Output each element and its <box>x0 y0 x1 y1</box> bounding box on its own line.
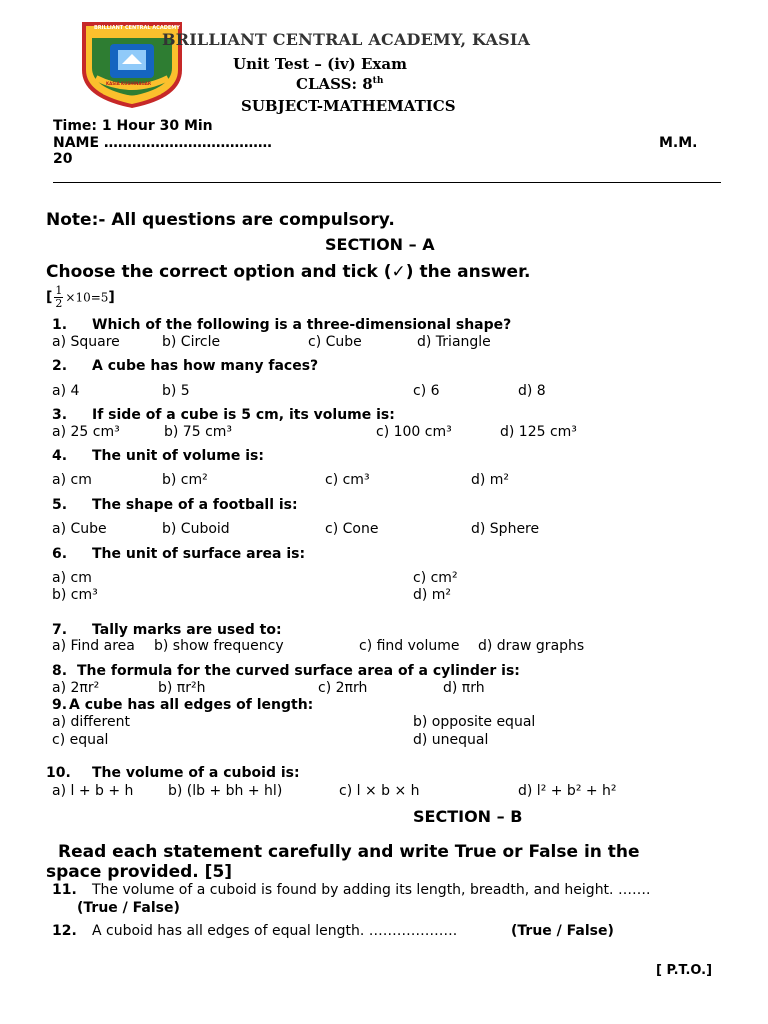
option: d) m² <box>413 587 452 603</box>
marks-denominator: 2 <box>55 297 63 310</box>
question-text: The volume of a cuboid is found by adding its length, breadth, and height. ……. <box>92 882 651 898</box>
marks-expression: ×10=5 <box>65 290 109 305</box>
section-b-instruction-line2: space provided. [5] <box>46 862 233 882</box>
question-number: 12. <box>52 923 77 939</box>
marks-fraction <box>54 285 63 310</box>
header-divider <box>53 182 721 183</box>
section-b-instruction-line1: Read each statement carefully and write True or False in the <box>58 842 640 862</box>
true-false-tail: (True / False) <box>511 923 614 939</box>
option: d) Sphere <box>471 521 540 537</box>
option: a) Cube <box>52 521 107 537</box>
option: c) find volume <box>359 638 460 654</box>
class-label <box>296 75 383 93</box>
question-text: The shape of a football is: <box>92 497 298 513</box>
pto-label: [ P.T.O.] <box>656 963 713 978</box>
option: c) Cube <box>308 334 362 350</box>
subject-label: SUBJECT-MATHEMATICS <box>241 97 456 115</box>
class-superscript: th <box>372 76 384 86</box>
question-number: 7. <box>52 622 68 638</box>
option: b) cm² <box>162 472 208 488</box>
school-name: BRILLIANT CENTRAL ACADEMY, KASIA <box>162 30 531 49</box>
question-number: 8. <box>52 663 68 679</box>
option: b) opposite equal <box>413 714 536 730</box>
question-number: 6. <box>52 546 68 562</box>
question-text: A cube has how many faces? <box>92 358 319 374</box>
question-number: 3. <box>52 407 68 423</box>
time-label: Time: 1 Hour 30 Min <box>53 118 213 134</box>
logo-text: BRILLIANT CENTRAL ACADEMY <box>94 25 180 31</box>
option: b) cm³ <box>52 587 98 603</box>
question-text: A cube has all edges of length: <box>69 697 314 713</box>
max-marks-value: 20 <box>53 151 73 167</box>
option: a) cm <box>52 570 92 586</box>
option: b) show frequency <box>154 638 284 654</box>
logo-motto: KASIA KUSHINAGAR <box>106 81 151 86</box>
question-number: 4. <box>52 448 68 464</box>
question-number: 2. <box>52 358 68 374</box>
option: a) cm <box>52 472 92 488</box>
option: d) draw graphs <box>478 638 585 654</box>
option: d) m² <box>471 472 510 488</box>
option: b) Cuboid <box>162 521 230 537</box>
class-text: CLASS: 8 <box>296 75 373 93</box>
question-text: Tally marks are used to: <box>92 622 282 638</box>
option: a) different <box>52 714 130 730</box>
option: c) Cone <box>325 521 379 537</box>
option: c) 2πrh <box>318 680 368 696</box>
option: b) Circle <box>162 334 221 350</box>
option: d) 125 cm³ <box>500 424 577 440</box>
name-field: NAME ……………………………… <box>53 135 272 151</box>
option: a) Find area <box>52 638 135 654</box>
marks-close: ] <box>108 289 115 306</box>
option: a) Square <box>52 334 120 350</box>
option: b) 75 cm³ <box>164 424 233 440</box>
note: Note:- All questions are compulsory. <box>46 210 395 230</box>
option: c) l × b × h <box>339 783 420 799</box>
section-a-instruction: Choose the correct option and tick (✓) the answer. <box>46 262 531 282</box>
section-b-title: SECTION – B <box>413 807 523 826</box>
option: c) cm² <box>413 570 458 586</box>
option: d) 8 <box>518 383 546 399</box>
question-text: The volume of a cuboid is: <box>92 765 300 781</box>
option: d) πrh <box>443 680 485 696</box>
option: c) equal <box>52 732 109 748</box>
option: c) 100 cm³ <box>376 424 452 440</box>
true-false-tail: (True / False) <box>77 900 180 916</box>
max-marks-label: M.M. <box>659 135 698 151</box>
option: a) 4 <box>52 383 80 399</box>
option: a) l + b + h <box>52 783 134 799</box>
section-a-title: SECTION – A <box>325 235 435 254</box>
question-number: 10. <box>46 765 71 781</box>
option: d) Triangle <box>417 334 491 350</box>
option: a) 2πr² <box>52 680 100 696</box>
question-text: Which of the following is a three-dimensional shape? <box>92 317 512 333</box>
question-text: A cuboid has all edges of equal length. ………………. <box>92 923 458 939</box>
marks-open: [ <box>46 289 53 306</box>
option: b) 5 <box>162 383 190 399</box>
option: b) (lb + bh + hl) <box>168 783 283 799</box>
option: a) 25 cm³ <box>52 424 120 440</box>
question-text: The unit of volume is: <box>92 448 264 464</box>
marks-numerator: 1 <box>55 284 63 297</box>
option: c) 6 <box>413 383 440 399</box>
question-number: 5. <box>52 497 68 513</box>
option: c) cm³ <box>325 472 370 488</box>
question-number: 11. <box>52 882 77 898</box>
question-text: The unit of surface area is: <box>92 546 306 562</box>
exam-title: Unit Test – (iv) Exam <box>233 55 407 73</box>
question-number: 9. <box>52 697 68 713</box>
question-text: If side of a cube is 5 cm, its volume is: <box>92 407 395 423</box>
option: d) unequal <box>413 732 489 748</box>
option: d) l² + b² + h² <box>518 783 617 799</box>
question-number: 1. <box>52 317 68 333</box>
section-a-marks <box>46 285 115 310</box>
question-text: The formula for the curved surface area of a cylinder is: <box>77 663 520 679</box>
option: b) πr²h <box>158 680 206 696</box>
